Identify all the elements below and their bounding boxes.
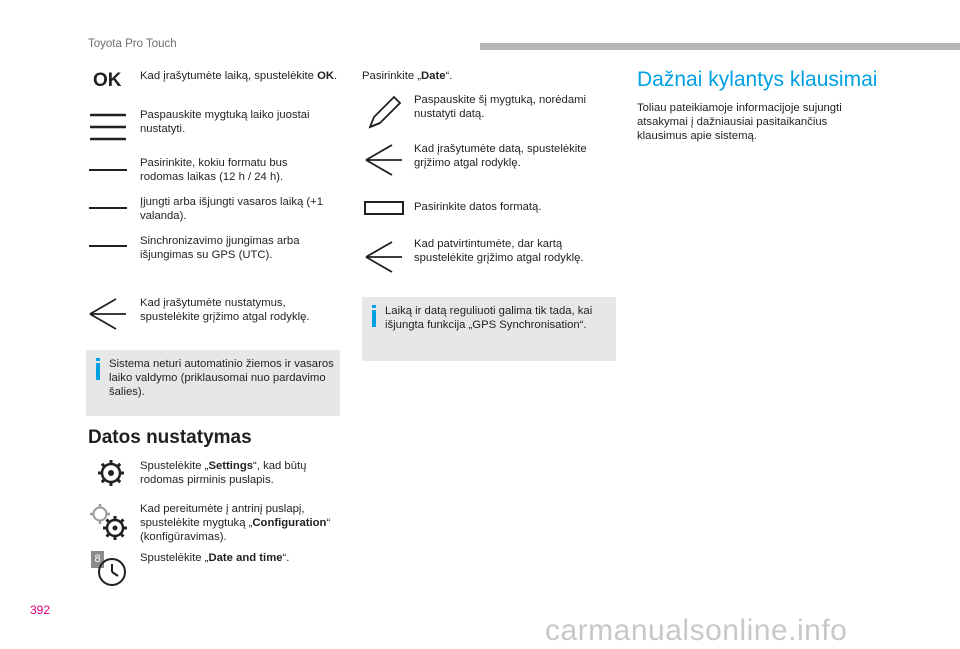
menu-icon: [90, 113, 126, 141]
item-format-text: Pasirinkite, kokiu formatu bus rodomas laikas (12 h / 24 h).: [140, 157, 288, 183]
line-icon: [89, 207, 127, 209]
item-back2-text: Kad patvirtintumėte, dar kartą spustelėkite grįžimo atgal rodyklę.: [414, 238, 584, 264]
running-header: Toyota Pro Touch: [88, 38, 177, 50]
clock-icon: [97, 557, 127, 587]
gear-icon: [97, 459, 125, 487]
page-badge: 8: [91, 551, 104, 568]
page-number: 392: [30, 603, 51, 617]
info-icon: [370, 305, 378, 327]
format-box-icon: [364, 201, 404, 215]
item-format-date-text: Pasirinkite datos formatą.: [414, 201, 542, 213]
line-icon: [89, 245, 127, 247]
item-summer-text: Įjungti arba išjungti vasaros laiką (+1 valanda).: [140, 196, 324, 222]
section-title: Datos nustatymas: [88, 427, 252, 448]
pencil-icon: [366, 95, 402, 131]
item-back-text: Kad įrašytumėte nustatymus, spustelėkite grįžimo atgal rodyklę.: [140, 297, 310, 323]
faq-title: Dažnai kylantys klausimai: [637, 68, 878, 91]
datetime-text: Spustelėkite „Date and time“.: [140, 552, 290, 564]
line-icon: [89, 169, 127, 171]
item-edit-text: Paspauskite šį mygtuką, norėdami nustatyti datą.: [414, 94, 587, 120]
item-gps-text: Sinchronizavimo įjungimas arba išjungimas su GPS (UTC).: [140, 235, 300, 261]
note-box: [362, 297, 616, 361]
settings-text: Spustelėkite „Settings“, kad būtų rodomas pirminis puslapis.: [140, 460, 307, 486]
item-menu-text: Paspauskite mygtuką laiko juostai nustatyti.: [140, 109, 310, 135]
back-arrow-icon: [364, 240, 404, 274]
date-intro-text: Pasirinkite „Date“.: [362, 70, 453, 82]
note-text: Laiką ir datą reguliuoti galima tik tada, kai išjungta funkcija „GPS Synchronisation“.: [385, 305, 593, 331]
config-gears-icon: [89, 503, 129, 543]
note-text: Sistema neturi automatinio žiemos ir vasaros laiko valdymo (priklausomai nuo pardavimo šalies).: [109, 358, 334, 398]
faq-text: Toliau pateikiamoje informacijoje sujungti atsakymai į dažniausiai pasitaikančius klausimus apie sistemą.: [637, 102, 842, 142]
back-arrow-icon: [364, 143, 404, 177]
note-box: [86, 350, 340, 416]
item-ok-text: Kad įrašytumėte laiką, spustelėkite OK.: [140, 70, 338, 82]
watermark: carmanualsonline.info: [545, 614, 848, 647]
config-text: Kad pereitumėte į antrinį puslapį, spustelėkite mygtuką „Configuration“ (konfigūravimas).: [140, 503, 331, 543]
info-icon: [94, 358, 102, 380]
item-back1-text: Kad įrašytumėte datą, spustelėkite grįžimo atgal rodyklę.: [414, 143, 587, 169]
back-arrow-icon: [88, 297, 128, 331]
ok-icon: OK: [93, 70, 122, 91]
header-bar: [480, 43, 960, 50]
